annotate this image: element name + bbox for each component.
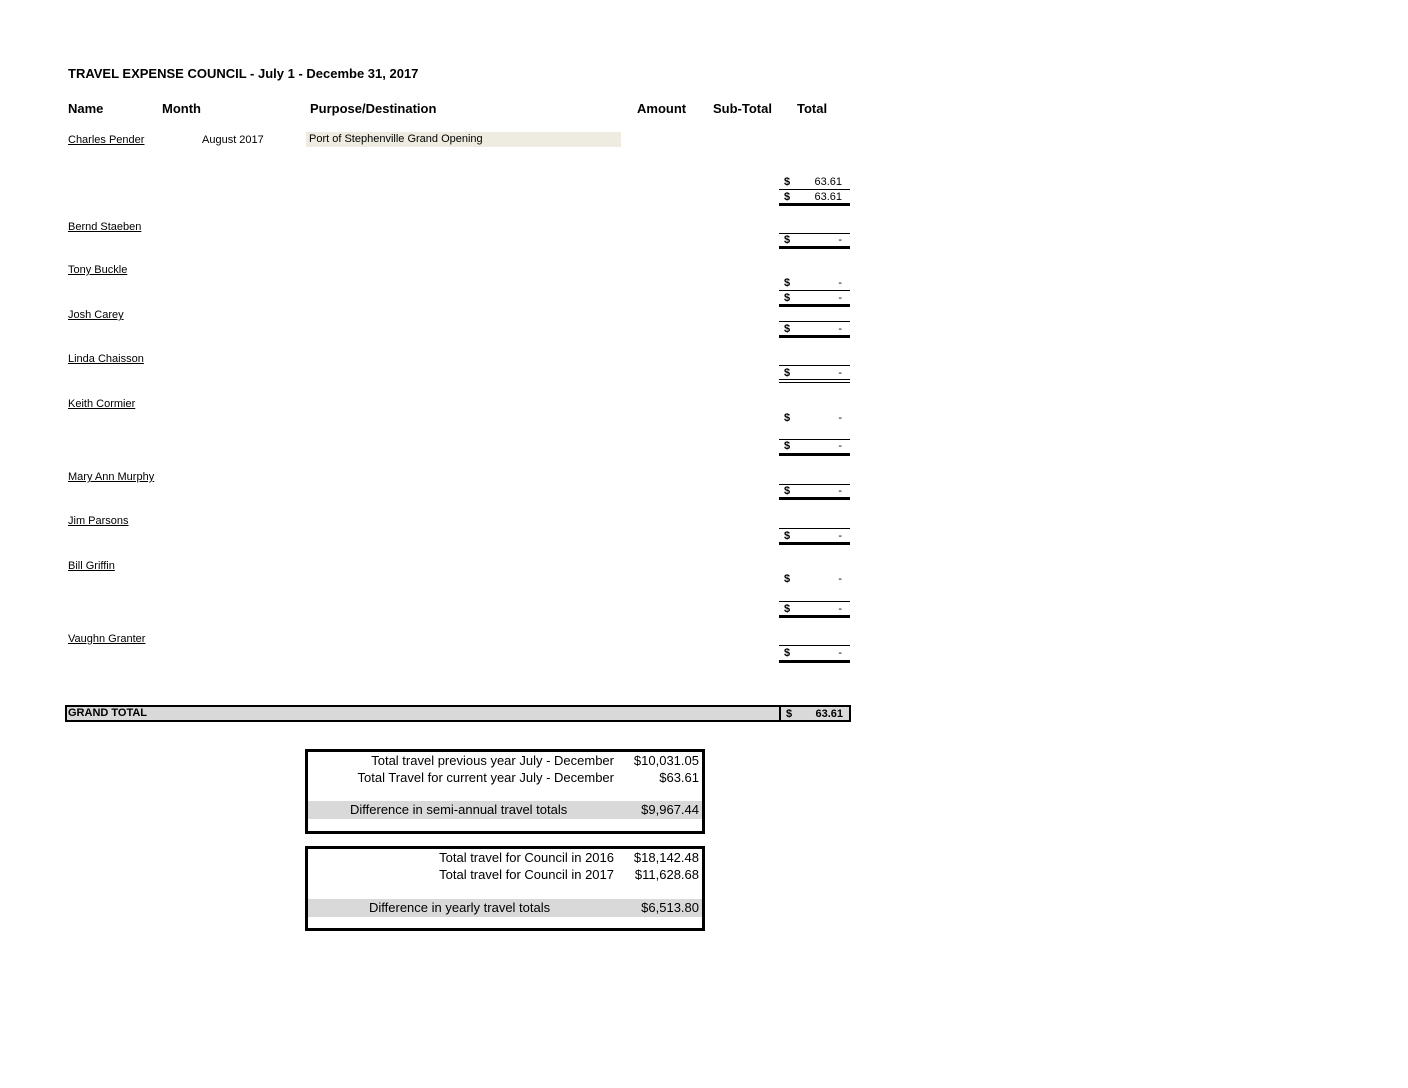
entry-total: $ - [784,323,842,335]
subtotal-line [779,321,850,322]
entry-name-charles-pender: Charles Pender [68,134,145,146]
semi-annual-diff-value: $9,967.44 [641,802,699,817]
semi-annual-summary-box [305,749,705,834]
yearly-diff-value: $6,513.80 [641,900,699,915]
prev-year-label: Total travel previous year July - December [371,753,614,768]
entry-name-bill-griffin: Bill Griffin [68,560,115,572]
entry-total: $ - [784,603,842,615]
total-line [779,453,850,456]
entry-total: $ 63.61 [784,191,842,203]
entry-name-jim-parsons: Jim Parsons [68,515,129,527]
curr-year-label: Total Travel for current year July - December [357,770,614,785]
header-total: Total [797,101,828,116]
total-line [779,379,850,380]
entry-name-vaughn-granter: Vaughn Granter [68,633,146,645]
subtotal-line [779,365,850,366]
entry-name-josh-carey: Josh Carey [68,309,124,321]
header-amount: Amount [637,101,687,116]
entry-month: August 2017 [202,134,264,146]
entry-purpose: Port of Stephenville Grand Opening [306,132,621,147]
total-line [779,246,850,249]
curr-year-value: $63.61 [659,770,699,785]
header-purpose: Purpose/Destination [310,101,437,116]
yearly-summary-box [305,846,705,931]
entry-amount: $ - [784,573,842,585]
entry-amount: $ - [784,277,842,289]
total-line [779,615,850,618]
entry-name-linda-chaisson: Linda Chaisson [68,353,144,365]
semi-annual-diff-label: Difference in semi-annual travel totals [350,802,568,817]
entry-total: $ - [784,530,842,542]
entry-name-mary-ann-murphy: Mary Ann Murphy [68,471,155,483]
year-2016-value: $18,142.48 [633,850,699,865]
subtotal-line [779,601,850,602]
subtotal-line [779,189,850,190]
entry-total: $ - [784,440,842,452]
year-2017-value: $11,628.68 [634,867,699,882]
yearly-diff-label: Difference in yearly travel totals [369,900,551,915]
subtotal-line [779,290,850,291]
header-subtotal: Sub-Total [713,101,772,116]
total-line [779,304,850,307]
total-line [779,497,850,500]
entry-name-bernd-staeben: Bernd Staeben [68,221,142,233]
total-line [779,382,850,383]
total-line [779,335,850,338]
year-2016-label: Total travel for Council in 2016 [439,850,614,865]
entry-total: $ - [784,367,842,379]
total-line [779,660,850,663]
grand-total-value: $ 63.61 [779,705,851,722]
subtotal-line [779,528,850,529]
year-2017-label: Total travel for Council in 2017 [439,867,614,882]
prev-year-value: $10,031.05 [633,753,699,768]
entry-total: $ - [784,292,842,304]
grand-total-label: GRAND TOTAL [68,707,148,719]
entry-amount: $ - [784,412,842,424]
entry-total: $ - [784,234,842,246]
entry-name-keith-cormier: Keith Cormier [68,398,136,410]
total-line [779,542,850,545]
entry-amount: $ 63.61 [784,176,842,188]
grand-total-bar [65,705,851,722]
page-title: TRAVEL EXPENSE COUNCIL - July 1 - Decembe 31, 2017 [68,66,419,81]
total-line [779,203,850,206]
subtotal-line [779,645,850,646]
entry-name-tony-buckle: Tony Buckle [68,264,128,276]
header-name: Name [68,101,104,116]
header-month: Month [162,101,201,116]
entry-total: $ - [784,485,842,497]
entry-total: $ - [784,647,842,659]
